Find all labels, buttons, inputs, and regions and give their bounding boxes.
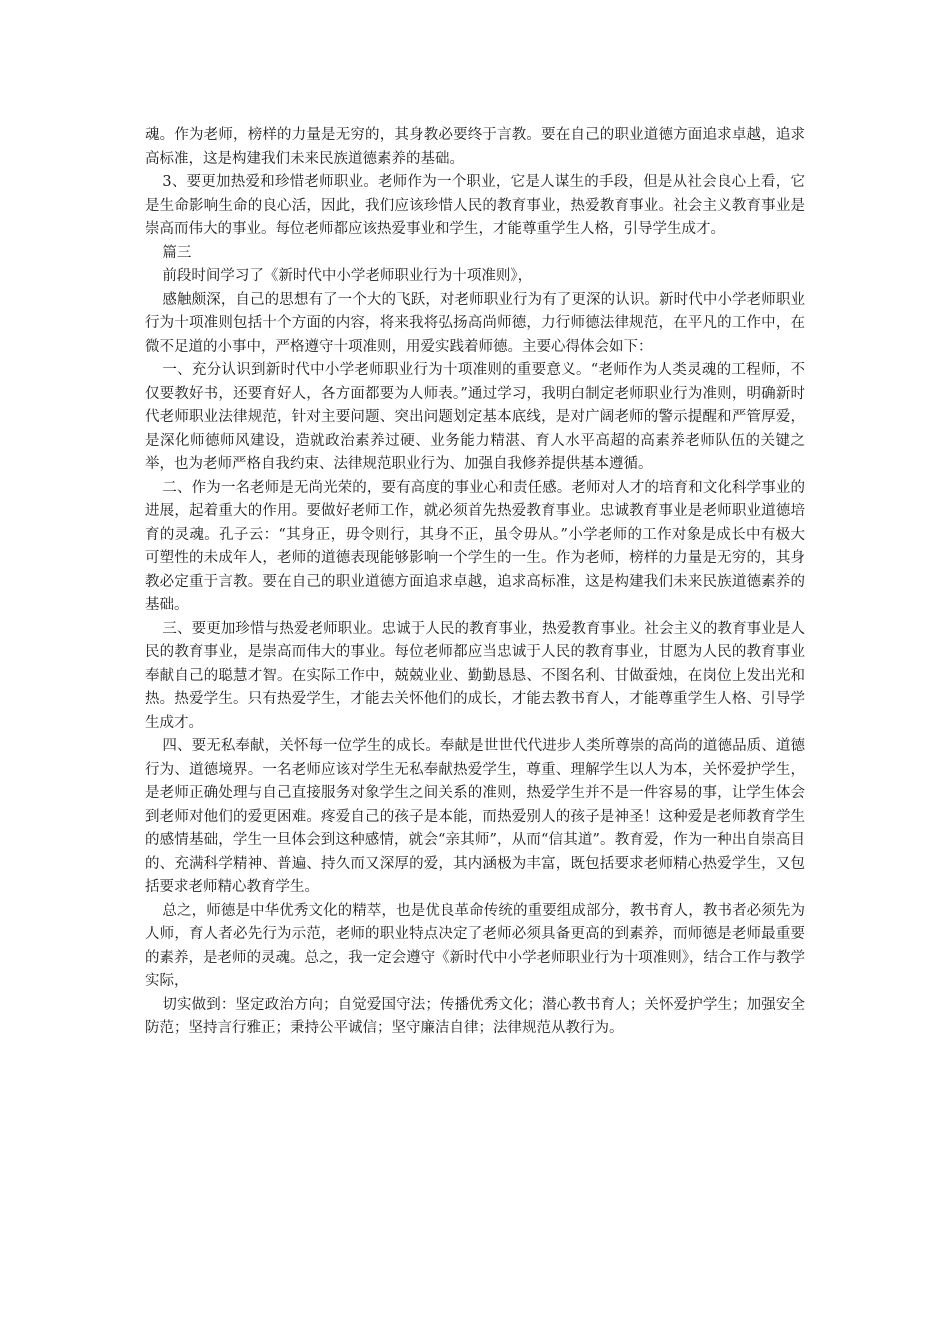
paragraph-commitments: 切实做到：坚定政治方向；自觉爱国守法；传播优秀文化；潜心教书育人；关怀爱护学生；加强安全防范；坚持言行雅正；秉持公平诚信；坚守廉洁自律；法律规范从教行为。 [145,996,805,1036]
paragraph-point-three: 三、要更加珍惜与热爱老师职业。忠诚于人民的教育事业，热爱教育事业。社会主义的教育事业是人民的教育事业，是崇高而伟大的事业。每位老师都应当忠诚于人民的教育事业，甘愿为人民的教育事业奉献自己的聪慧才智。在实际工作中，兢兢业业、勤勤恳恳、不图名利、甘做蚕烛，在岗位上发出光和热。热爱学生。只有热爱学生，才能去关怀他们的成长，才能去教书育人，才能尊重学生人格、引导学生成才。 [145,620,805,731]
paragraph-point-four: 四、要无私奉献，关怀每一位学生的成长。奉献是世世代代进步人类所尊崇的高尚的道德品质、道德行为、道德境界。一名老师应该对学生无私奉献热爱学生，尊重、理解学生以人为本，关怀爱护学生，是老师正确处理与自己直接服务对象学生之间关系的准则，热爱学生并不是一件容易的事，让学生体会到老师对他们的爱更困难。疼爱自己的孩子是本能，而热爱别人的孩子是神圣！这种爱是老师教育学生的感情基础，学生一旦体会到这种感情，就会“亲其师”，从而“信其道”。教育爱，作为一种出自崇高目的、充满科学精神、普遍、持久而又深厚的爱，其内涵极为丰富，既包括要求老师精心热爱学生，又包括要求老师精心教育学生。 [145,738,805,895]
paragraph-conclusion: 总之，师德是中华优秀文化的精萃，也是优良革命传统的重要组成部分，教书育人，教书者必须先为人师，育人者必先行为示范，老师的职业特点决定了老师必须具备更高的到素养，而师德是老师最重要的素养，是老师的灵魂。总之，我一定会遵守《新时代中小学老师职业行为十项准则》，结合工作与教学实际， [145,902,805,989]
paragraph-point-3: 3、要更加热爱和珍惜老师职业。老师作为一个职业，它是人谋生的手段，但是从社会良心上看，它是生命影响生命的良心活，因此，我们应该珍惜人民的教育事业，热爱教育事业。社会主义教育事业是崇高而伟大的事业。每位老师都应该热爱事业和学生，才能尊重学生人格，引导学生成才。 [145,174,805,237]
paragraph-point-two: 二、作为一名老师是无尚光荣的，要有高度的事业心和责任感。老师对人才的培育和文化科学事业的进展，起着重大的作用。要做好老师工作，就必须首先热爱教育事业。忠诚教育事业是老师职业道德培育的灵魂。孔子云：“其身正，毋令则行，其身不正，虽令毋从。”小学老师的工作对象是成长中有极大可塑性的未成年人，老师的道德表现能够影响一个学生的一生。作为老师，榜样的力量是无穷的，其身教必定重于言教。要在自己的职业道德方面追求卓越，追求高标准，这是构建我们未来民族道德素养的基础。 [145,479,805,613]
section-heading: 篇三 [162,244,192,261]
paragraph-point-one: 一、充分认识到新时代中小学老师职业行为十项准则的重要意义。“老师作为人类灵魂的工程师，不仅要教好书，还要育好人，各方面都要为人师表。”通过学习，我明白制定老师职业行为准则，明确新时代老师职业法律规范，针对主要问题、突出问题划定基本底线，是对广阔老师的警示提醒和严管厚爱，是深化师德师风建设，造就政治素养过硬、业务能力精湛、育人水平高超的高素养老师队伍的关键之举，也为老师严格自我约束、法律规范职业行为、加强自我修养提供基本遵循。 [145,362,805,472]
paragraph-continuation: 魂。作为老师，榜样的力量是无穷的，其身教必要终于言教。要在自己的职业道德方面追求卓越，追求高标准，这是构建我们未来民族道德素养的基础。 [145,127,805,167]
paragraph-intro: 前段时间学习了《新时代中小学老师职业行为十项准则》， [162,268,533,284]
paragraph-feelings: 感触颇深，自己的思想有了一个大的飞跃，对老师职业行为有了更深的认识。新时代中小学老师职业行为十项准则包括十个方面的内容，将来我将弘扬高尚师德，力行师德法律规范，在平凡的工作中，在微不足道的小事中，严格遵守十项准则，用爱实践着师德。主要心得体会如下： [145,291,805,355]
document-body [145,124,805,1041]
